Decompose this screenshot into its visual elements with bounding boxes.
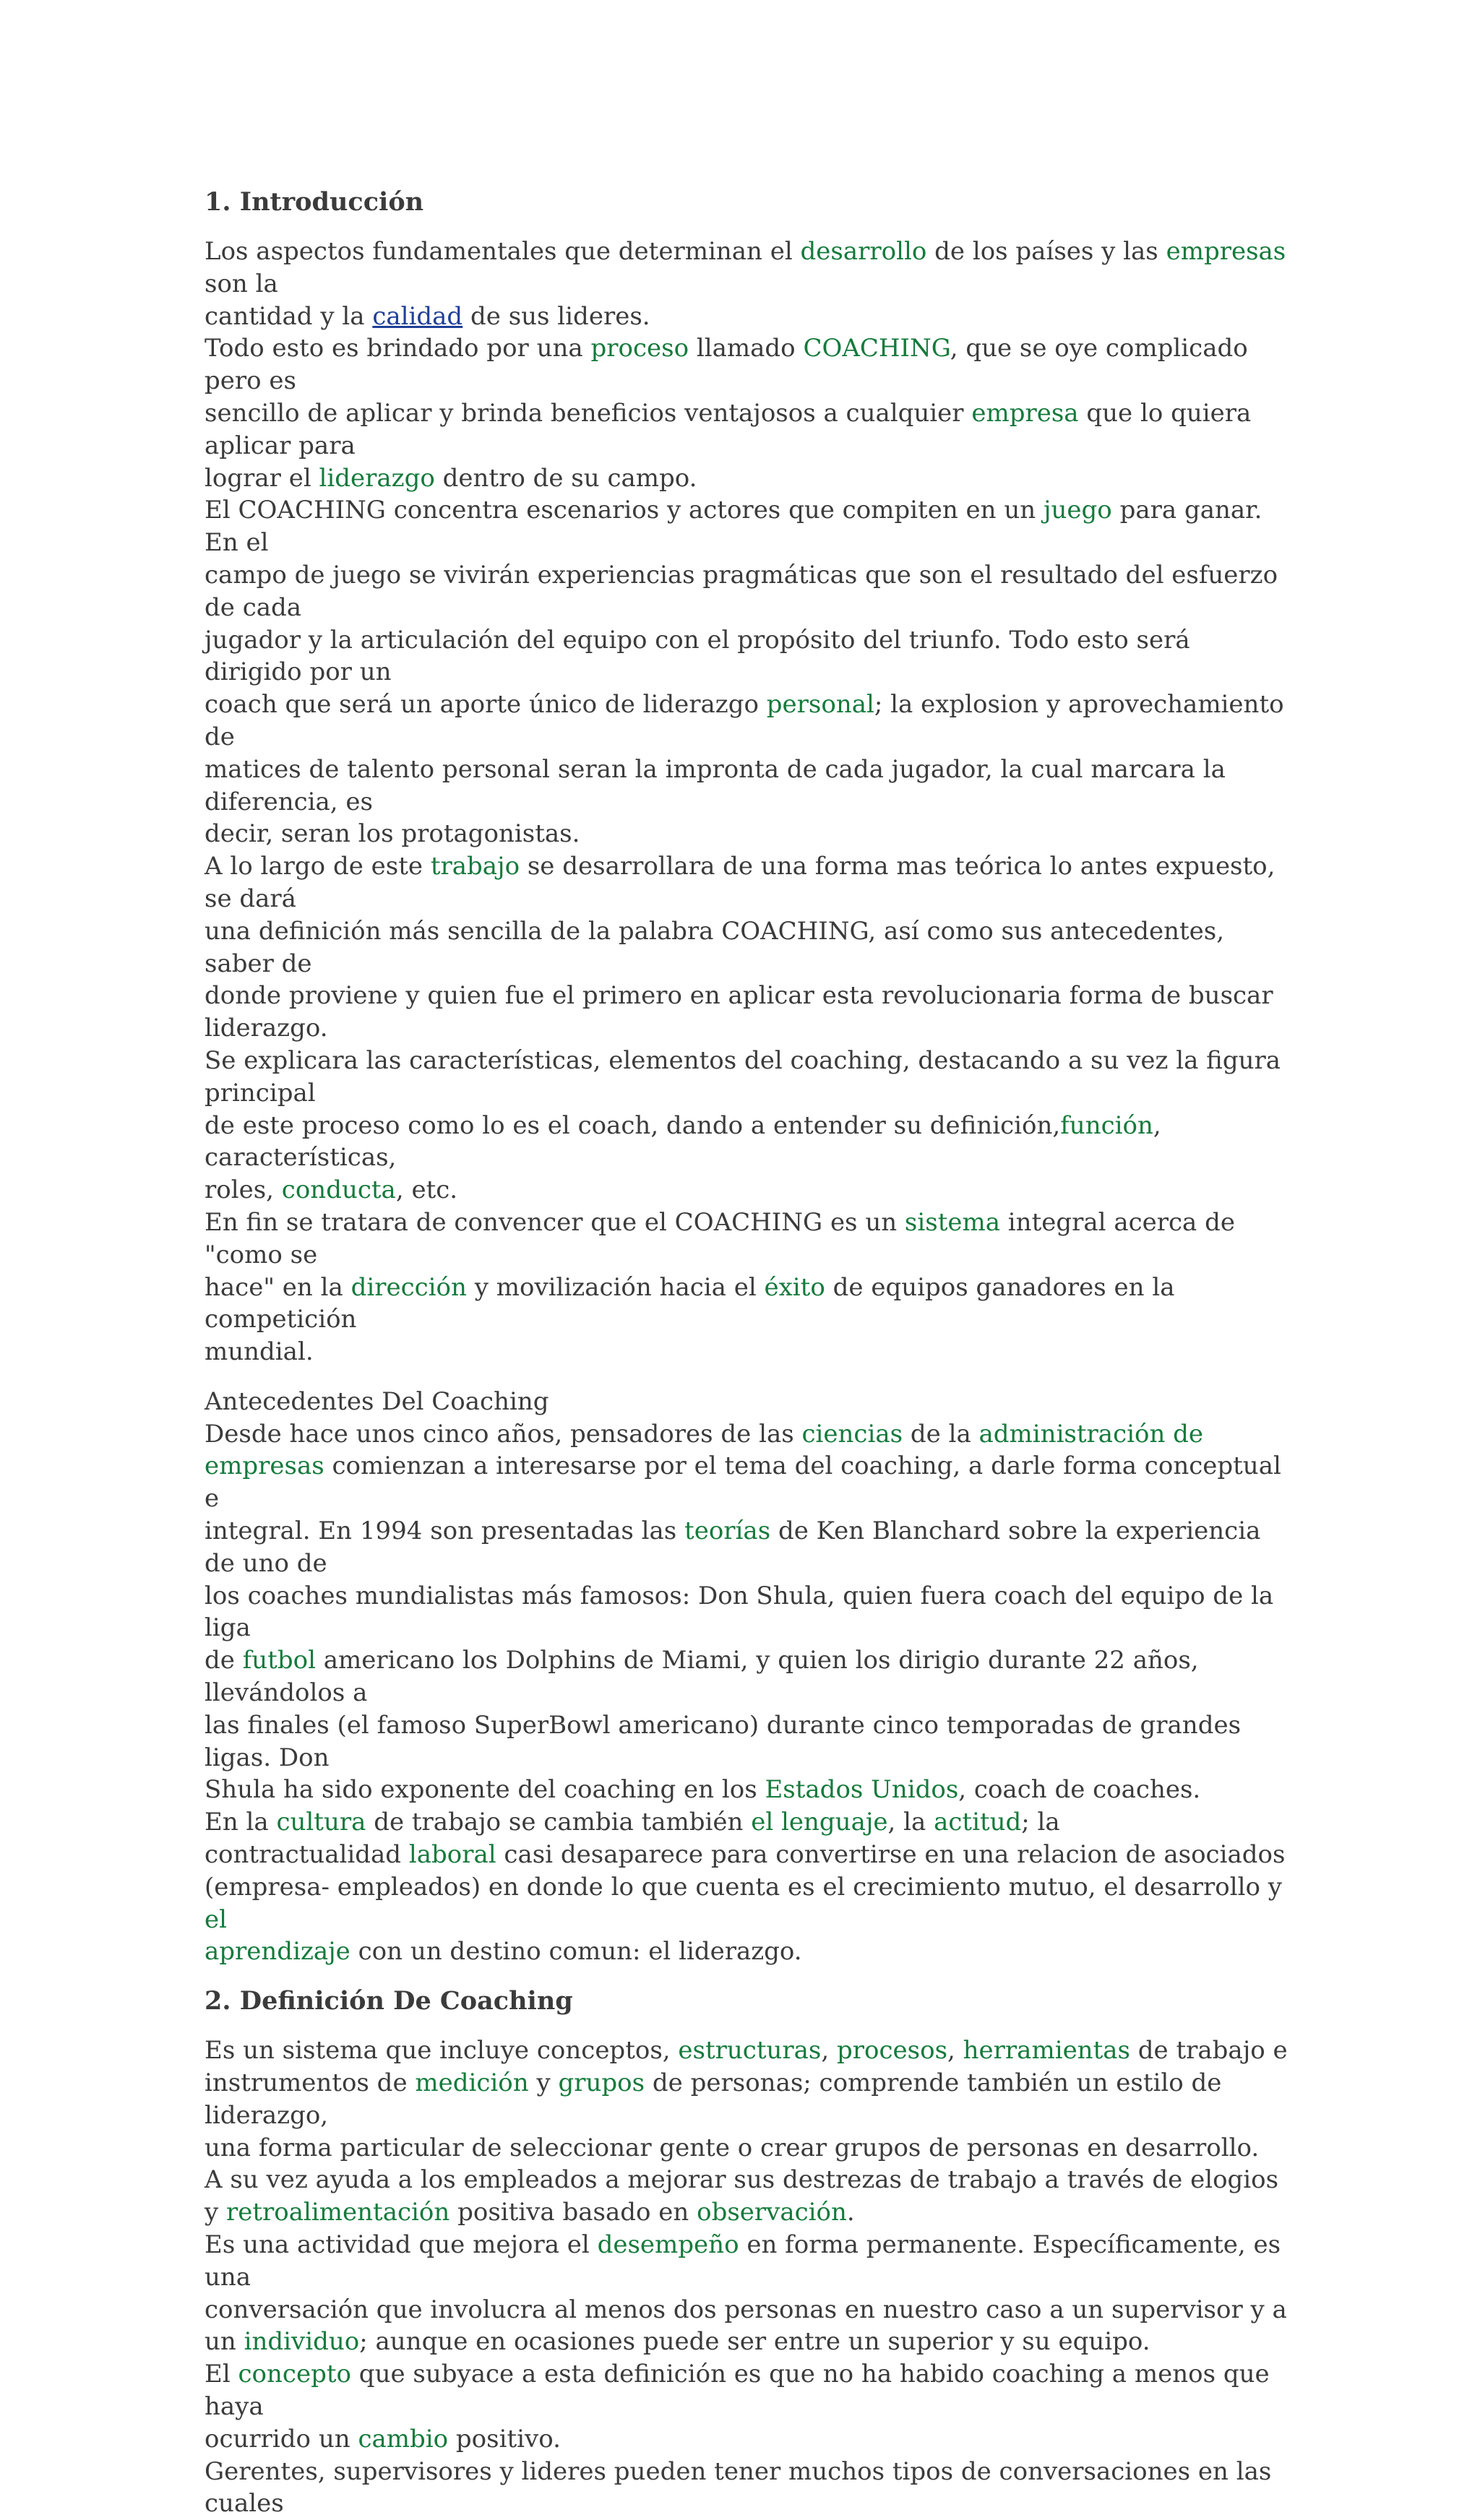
inline-link[interactable]: cambio [358,2424,449,2454]
text-run: . Es una actividad que mejora el [205,2198,855,2260]
text-run: , características, roles, [205,1110,1161,1205]
section-heading-introduccion: 1. Introducción [205,187,424,217]
text-run: son la cantidad y la [205,269,365,331]
inline-link[interactable]: el lenguaje [751,1808,888,1837]
text-run: ; aunque en ocasiones puede ser entre un superior y su equipo. El [205,2327,1150,2389]
text-run: positiva basado en [449,2198,697,2227]
text-run: que subyace a esta definición es que no ha habido coaching a menos que haya ocurrido un [205,2360,1270,2454]
inline-link[interactable]: empresa [971,398,1079,428]
text-run: para ganar. En el campo de juego se vivirán experiencias pragmáticas que son el resultado del esfuerzo de cada jugador y la articulación del equipo con el propósito del triunfo. Todo esto será dirigido por un coach que será un aporte único de liderazgo [205,496,1278,720]
text-run: de personas; comprende también un estilo de liderazgo, una forma particular de seleccionar gente o crear grupos de personas en desarrollo. A su vez ayuda a los empleados a mejorar sus destrezas de trabajo a través de elogios y [205,2068,1279,2227]
text-run: Es un sistema que incluye conceptos, [205,2036,679,2066]
inline-link[interactable]: trabajo [430,852,520,881]
inline-link[interactable]: desarrollo [800,237,927,266]
inline-link[interactable]: COACHING [803,334,950,363]
text-run: , coach de coaches. En la [205,1775,1201,1837]
text-run: , [947,2036,963,2066]
text-run: integral acerca de "como se hace" en la [205,1207,1236,1302]
inline-link[interactable]: procesos [837,2036,948,2066]
text-run: positivo. Gerentes, supervisores y lideres pueden tener muchos tipos de conversaciones en las cuales [205,2424,1272,2519]
text-run: , la [887,1808,934,1837]
inline-link[interactable]: función [1060,1110,1153,1140]
text-run: con un destino comun: el liderazgo. [350,1937,802,1967]
inline-link[interactable]: Estados Unidos [765,1775,959,1805]
inline-link[interactable]: desempeño [597,2230,739,2260]
text-run: se desarrollara de una forma mas teórica lo antes expuesto, se dará una definición más sencilla de la palabra COACHING, así como sus antecedentes, saber de donde proviene y quien fue el primero en aplicar esta revolucionaria forma de buscar liderazgo. Se explicara las características, elementos del coaching, destacando a su vez la figura principal de este proceso como lo es el coach, dando a entender su definición, [205,852,1281,1140]
inline-link[interactable]: teorías [684,1516,771,1546]
inline-link[interactable]: actitud [934,1808,1022,1837]
text-run: y movilización hacia el [466,1272,765,1302]
inline-link[interactable]: individuo [244,2327,360,2357]
inline-link[interactable]: juego [1043,496,1112,525]
text-run: de Ken Blanchard sobre la experiencia de uno de los coaches mundialistas más famosos: Don Shula, quien fuera coach del equipo de la liga de [205,1516,1274,1675]
inline-link[interactable]: futbol [242,1646,316,1675]
antecedentes-text [205,1386,1288,1968]
text-run: en forma permanente. Específicamente, es una conversación que involucra al menos dos personas en nuestro caso a un supervisor y a un [205,2230,1287,2357]
inline-link[interactable]: dirección [350,1272,467,1302]
inline-link[interactable]: retroalimentación [226,2198,450,2227]
inline-link[interactable]: grupos [558,2068,645,2098]
text-run: ; la explosion y aprovechamiento de matices de talento personal seran la impronta de cada jugador, la cual marcara la diferencia, es decir, seran los protagonistas. A lo largo de este [205,690,1284,881]
inline-link[interactable]: laboral [408,1840,496,1870]
text-run: casi desaparece para convertirse en una relacion de asociados (empresa- empleados) en donde lo que cuenta es el crecimiento mutuo, el desarrollo y [205,1840,1286,1902]
text-run: de los países y las [926,237,1166,266]
inline-link[interactable]: herramientas [963,2036,1130,2066]
inline-link[interactable]: cultura [276,1808,366,1837]
definicion-text [205,2034,1288,2520]
inline-link[interactable]: sistema [904,1207,1000,1237]
text-run: de sus lideres. Todo esto es brindado por una [205,301,650,363]
text-run: de trabajo se cambia también [366,1808,752,1837]
inline-link[interactable]: empresas [1166,237,1286,266]
inline-link[interactable]: ciencias [801,1419,903,1449]
text-run: , [821,2036,837,2066]
text-run: dentro de su campo. El COACHING concentra escenarios y actores que compiten en un [205,463,1036,525]
inline-link[interactable]: estructuras [678,2036,822,2066]
text-run: y [528,2068,559,2098]
inline-link[interactable]: medición [415,2068,529,2098]
text-run: de la [903,1419,979,1449]
text-run: americano los Dolphins de Miami, y quien los dirigio durante 22 años, llevándolos a las finales (el famoso SuperBowl americano) durante cinco temporadas de grandes ligas. Don Shula ha sido exponente del coaching en los [205,1646,1242,1805]
text-run: , que se oye complicado pero es sencillo de aplicar y brinda beneficios ventajosos a cualquier [205,334,1248,428]
text-run: , etc. En fin se tratara de convencer que el COACHING es un [205,1175,898,1237]
inline-link[interactable]: calidad [372,301,463,331]
introduccion-text [205,236,1288,1368]
document-page [205,186,1288,2520]
inline-link[interactable]: administración de empresas [205,1419,1204,1481]
text-run: de trabajo e instrumentos de [205,2036,1288,2098]
inline-link[interactable]: personal [766,690,874,720]
inline-link[interactable]: éxito [764,1272,825,1302]
inline-link[interactable]: observación [697,2198,847,2227]
text-run: de equipos ganadores en la competición mundial. [205,1272,1175,1367]
inline-link[interactable]: el aprendizaje [205,1904,350,1967]
text-run: Antecedentes Del Coaching Desde hace unos cinco años, pensadores de las [205,1386,794,1449]
text-run: que lo quiera aplicar para lograr el [205,398,1252,493]
text-run: llamado [689,334,804,363]
section-heading-definicion: 2. Definición De Coaching [205,1986,573,2016]
inline-link[interactable]: concepto [238,2360,351,2389]
text-run: Los aspectos fundamentales que determinan el [205,237,801,266]
text-run: comienzan a interesarse por el tema del coaching, a darle forma conceptual e integral. En 1994 son presentadas las [205,1451,1281,1546]
text-run: ; la contractualidad [205,1808,1060,1870]
inline-link[interactable]: liderazgo [319,463,435,493]
inline-link[interactable]: proceso [590,334,689,363]
inline-link[interactable]: conducta [281,1175,396,1205]
